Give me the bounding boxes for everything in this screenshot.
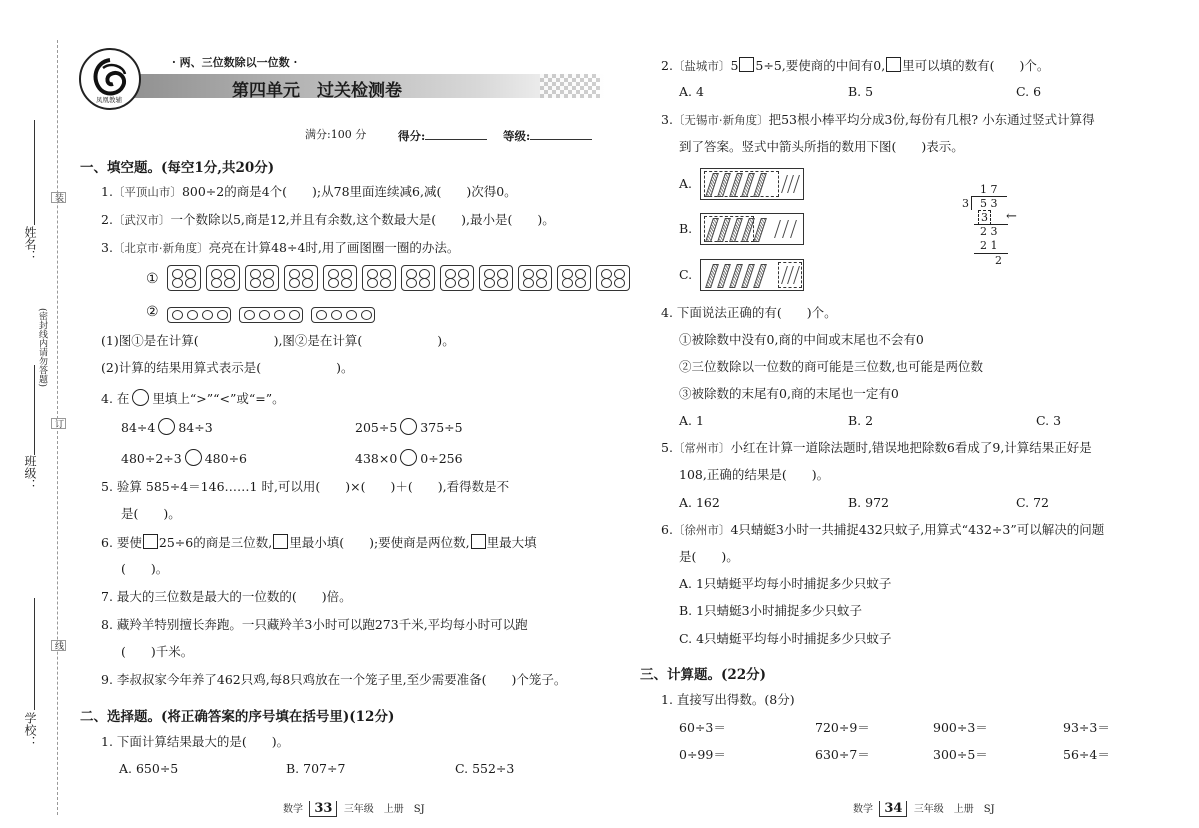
seal-note: (密封线内请勿答题) [37,308,47,388]
dot [497,278,508,288]
dot [263,278,274,288]
footer-left: 数学 33 三年级 上册 SJ [283,801,425,816]
stick-option-c-label: C. [679,267,693,282]
q1-3-tag: 〔北京市·新角度〕 [112,241,209,255]
q1-3-sub2: (2)计算的结果用算式表示是( )。 [101,360,354,375]
q2-3a: 3.〔无锡市·新角度〕把53根小棒平均分成3份,每份有几根? 小东通过竖式计算得 [661,112,1095,127]
dot [211,278,222,288]
dot [367,278,378,288]
q2-5-option-c: C. 72 [1016,495,1049,510]
cookie-box [206,265,240,291]
grade-label: 等级: [503,129,531,143]
q2-2-option-b: B. 5 [848,84,874,99]
dot [289,310,300,320]
cookie-box [401,265,435,291]
full-score: 满分:100 分 [305,128,367,141]
q2-4-statement-1: ①被除数中没有0,商的中间或末尾也不会有0 [679,332,924,347]
score-label: 得分: [398,129,426,143]
school-label: 学校： [23,712,37,748]
dot [523,278,534,288]
ld-divisor: 3 [962,197,969,210]
unit-subtitle: · 两、三位数除以一位数 · [172,56,298,69]
stick-option-c[interactable] [700,259,804,291]
dot [484,278,495,288]
ld-remainder: 2 [995,254,1002,267]
fig1-boxes [167,265,635,291]
seal-char-1: 装 [51,192,66,203]
digit-box [273,534,288,549]
calc-item[interactable]: 56÷4＝ [1063,747,1110,762]
grade-blank[interactable] [530,127,592,140]
compare-4: 438×0 0÷256 [355,451,463,466]
q1-3: 3.〔北京市·新角度〕亮亮在计算48÷4时,用了画图圈一圈的办法。 [101,240,460,255]
q2-5a: 5.〔常州市〕小红在计算一道除法题时,错误地把除数6看成了9,计算结果正好是 [661,440,1092,455]
digit-box[interactable] [143,534,158,549]
ld-dividend: 5 3 [980,197,998,210]
dot [187,310,198,320]
dot [172,310,183,320]
q2-1-option-c: C. 552÷3 [455,761,515,776]
compare-2: 205÷5 375÷5 [355,420,463,435]
dot [361,310,372,320]
q2-2-option-c: C. 6 [1016,84,1042,99]
calc-item[interactable]: 0÷99＝ [679,747,726,762]
dot [289,278,300,288]
fig1-label: ① [146,271,159,287]
stick-option-a[interactable] [700,168,804,200]
stick-option-b-label: B. [679,221,693,236]
oval-group [239,307,303,323]
q1-6a: 6. 要使 25÷6的商是三位数, 里最小填( );要使商是两位数, 里最大填 [101,535,537,550]
q1-1-tag: 〔平顶山市〕 [112,185,182,199]
cookie-box [284,265,318,291]
page-title: 第四单元 过关检测卷 [232,81,402,101]
dot [274,310,285,320]
dot [259,310,270,320]
cookie-box [557,265,591,291]
page-number-left: 33 [309,801,337,817]
q2-1: 1. 下面计算结果最大的是( )。 [101,734,290,749]
q2-4-option-b: B. 2 [848,413,874,428]
q1-2-tag: 〔武汉市〕 [112,213,171,227]
dot [244,310,255,320]
dot [406,278,417,288]
compare-circle-4[interactable] [400,449,417,466]
q2-1-option-a: A. 650÷5 [119,761,179,776]
calc-item[interactable]: 900÷3＝ [933,720,988,735]
q2-5-option-b: B. 972 [848,495,889,510]
dot [224,278,235,288]
q2-4: 4. 下面说法正确的有( )个。 [661,305,837,320]
class-blank [34,365,35,455]
ld-quotient: 1 7 [980,183,998,196]
cookie-box [362,265,396,291]
q2-1-option-b: B. 707÷7 [286,761,346,776]
cookie-box [245,265,279,291]
q1-3-sub1: (1)图①是在计算( ),图②是在计算( )。 [101,333,455,348]
dot [302,278,313,288]
oval-group [311,307,375,323]
class-label: 班级： [23,455,37,491]
calc-item[interactable]: 93÷3＝ [1063,720,1110,735]
dot [328,278,339,288]
q2-3b: 到了答案。竖式中箭头所指的数用下图( )表示。 [679,139,964,154]
calc-item[interactable]: 300÷5＝ [933,747,988,762]
seal-char-3: 线 [51,640,66,651]
school-blank [34,598,35,710]
section-fill-blank: 一、填空题。(每空1分,共20分) [80,160,275,176]
q2-2: 2.〔盐城市〕5 5÷5,要使商的中间有0, 里可以填的数有( )个。 [661,58,1050,73]
q2-5-option-a: A. 162 [679,495,720,510]
q1-8a: 8. 藏羚羊特别擅长奔跑。一只藏羚羊3小时可以跑273千米,平均每小时可以跑 [101,617,528,632]
q2-6a: 6.〔徐州市〕4只蜻蜓3小时一共捕捉432只蚊子,用算式“432÷3”可以解决的问题 [661,522,1105,537]
q2-4-statement-3: ③被除数的末尾有0,商的末尾也一定有0 [679,386,899,401]
compare-1: 84÷4 84÷3 [121,420,213,435]
digit-box [886,57,901,72]
compare-circle [132,389,149,406]
compare-circle-3[interactable] [185,449,202,466]
q2-2-option-a: A. 4 [679,84,704,99]
stick-option-b[interactable] [700,213,804,245]
q2-6-option-b: B. 1只蜻蜓3小时捕捉多少只蚊子 [679,603,863,618]
dot [380,278,391,288]
calc-item[interactable]: 630÷7＝ [815,747,870,762]
q2-6b: 是( )。 [679,549,739,564]
banner-checker [540,74,600,98]
calc-item[interactable]: 60÷3＝ [679,720,726,735]
calc-item[interactable]: 720÷9＝ [815,720,870,735]
dot [346,310,357,320]
q3-1: 1. 直接写出得数。(8分) [661,692,795,707]
q1-2: 2.〔武汉市〕一个数除以5,商是12,并且有余数,这个数最大是( ),最小是( )。 [101,212,555,227]
fig2-ovals [167,304,383,323]
page-number-right: 34 [879,801,907,817]
dot [601,278,612,288]
q1-7: 7. 最大的三位数是最大的一位数的( )倍。 [101,589,352,604]
section-choice: 二、选择题。(将正确答案的序号填在括号里)(12分) [80,709,395,725]
q2-5b: 108,正确的结果是( )。 [679,467,830,482]
dot [562,278,573,288]
footer-right: 数学 34 三年级 上册 SJ [853,801,995,816]
compare-circle-1[interactable] [158,418,175,435]
dot [331,310,342,320]
q1-4: 4. 在 里填上“>”“<”或“=”。 [101,391,285,406]
ld-row-3: 2 1 [980,239,998,252]
dot [445,278,456,288]
dot [341,278,352,288]
compare-3: 480÷2÷3 480÷6 [121,451,248,466]
dot [536,278,547,288]
q1-8b: ( )千米。 [121,644,194,659]
logo-text: 凤凰教辅 [96,96,122,104]
q2-6-option-a: A. 1只蜻蜓平均每小时捕捉多少只蚊子 [679,576,892,591]
dot [202,310,213,320]
dot [419,278,430,288]
cookie-box [440,265,474,291]
q1-1: 1.〔平顶山市〕800÷2的商是4个( );从78里面连续减6,减( )次得0。 [101,184,517,199]
seal-char-2: 订 [51,418,66,429]
cookie-box [167,265,201,291]
q2-4-statement-2: ②三位数除以一位数的商可能是三位数,也可能是两位数 [679,359,983,374]
q1-5a: 5. 验算 585÷4＝146……1 时,可以用( )×( )＋( ),看得数是不 [101,479,510,494]
digit-box [471,534,486,549]
dot [250,278,261,288]
ld-highlight: 3 [978,210,991,225]
fig2-label: ② [146,304,159,320]
cookie-box [479,265,513,291]
section-calculation: 三、计算题。(22分) [640,667,767,683]
name-label: 姓名： [23,226,37,262]
dot [575,278,586,288]
cookie-box [323,265,357,291]
compare-circle-2[interactable] [400,418,417,435]
score-blank[interactable] [425,127,487,140]
ld-row-2: 2 3 [980,225,998,238]
name-blank [34,120,35,225]
dot [614,278,625,288]
dot [458,278,469,288]
q1-6b: ( )。 [121,561,169,576]
q1-9: 9. 李叔叔家今年养了462只鸡,每8只鸡放在一个笼子里,至少需要准备( )个笼子。 [101,672,567,687]
stick-option-a-label: A. [679,176,693,191]
cookie-box [518,265,552,291]
dot [217,310,228,320]
oval-group [167,307,231,323]
q2-6-option-c: C. 4只蜻蜓平均每小时捕捉多少只蚊子 [679,631,892,646]
dot [316,310,327,320]
dot [185,278,196,288]
digit-box[interactable] [739,57,754,72]
q2-4-option-c: C. 3 [1036,413,1062,428]
q1-5b: 是( )。 [121,506,181,521]
cookie-box [596,265,630,291]
arrow-icon: ← [1006,209,1017,224]
dot [172,278,183,288]
q2-4-option-a: A. 1 [679,413,704,428]
